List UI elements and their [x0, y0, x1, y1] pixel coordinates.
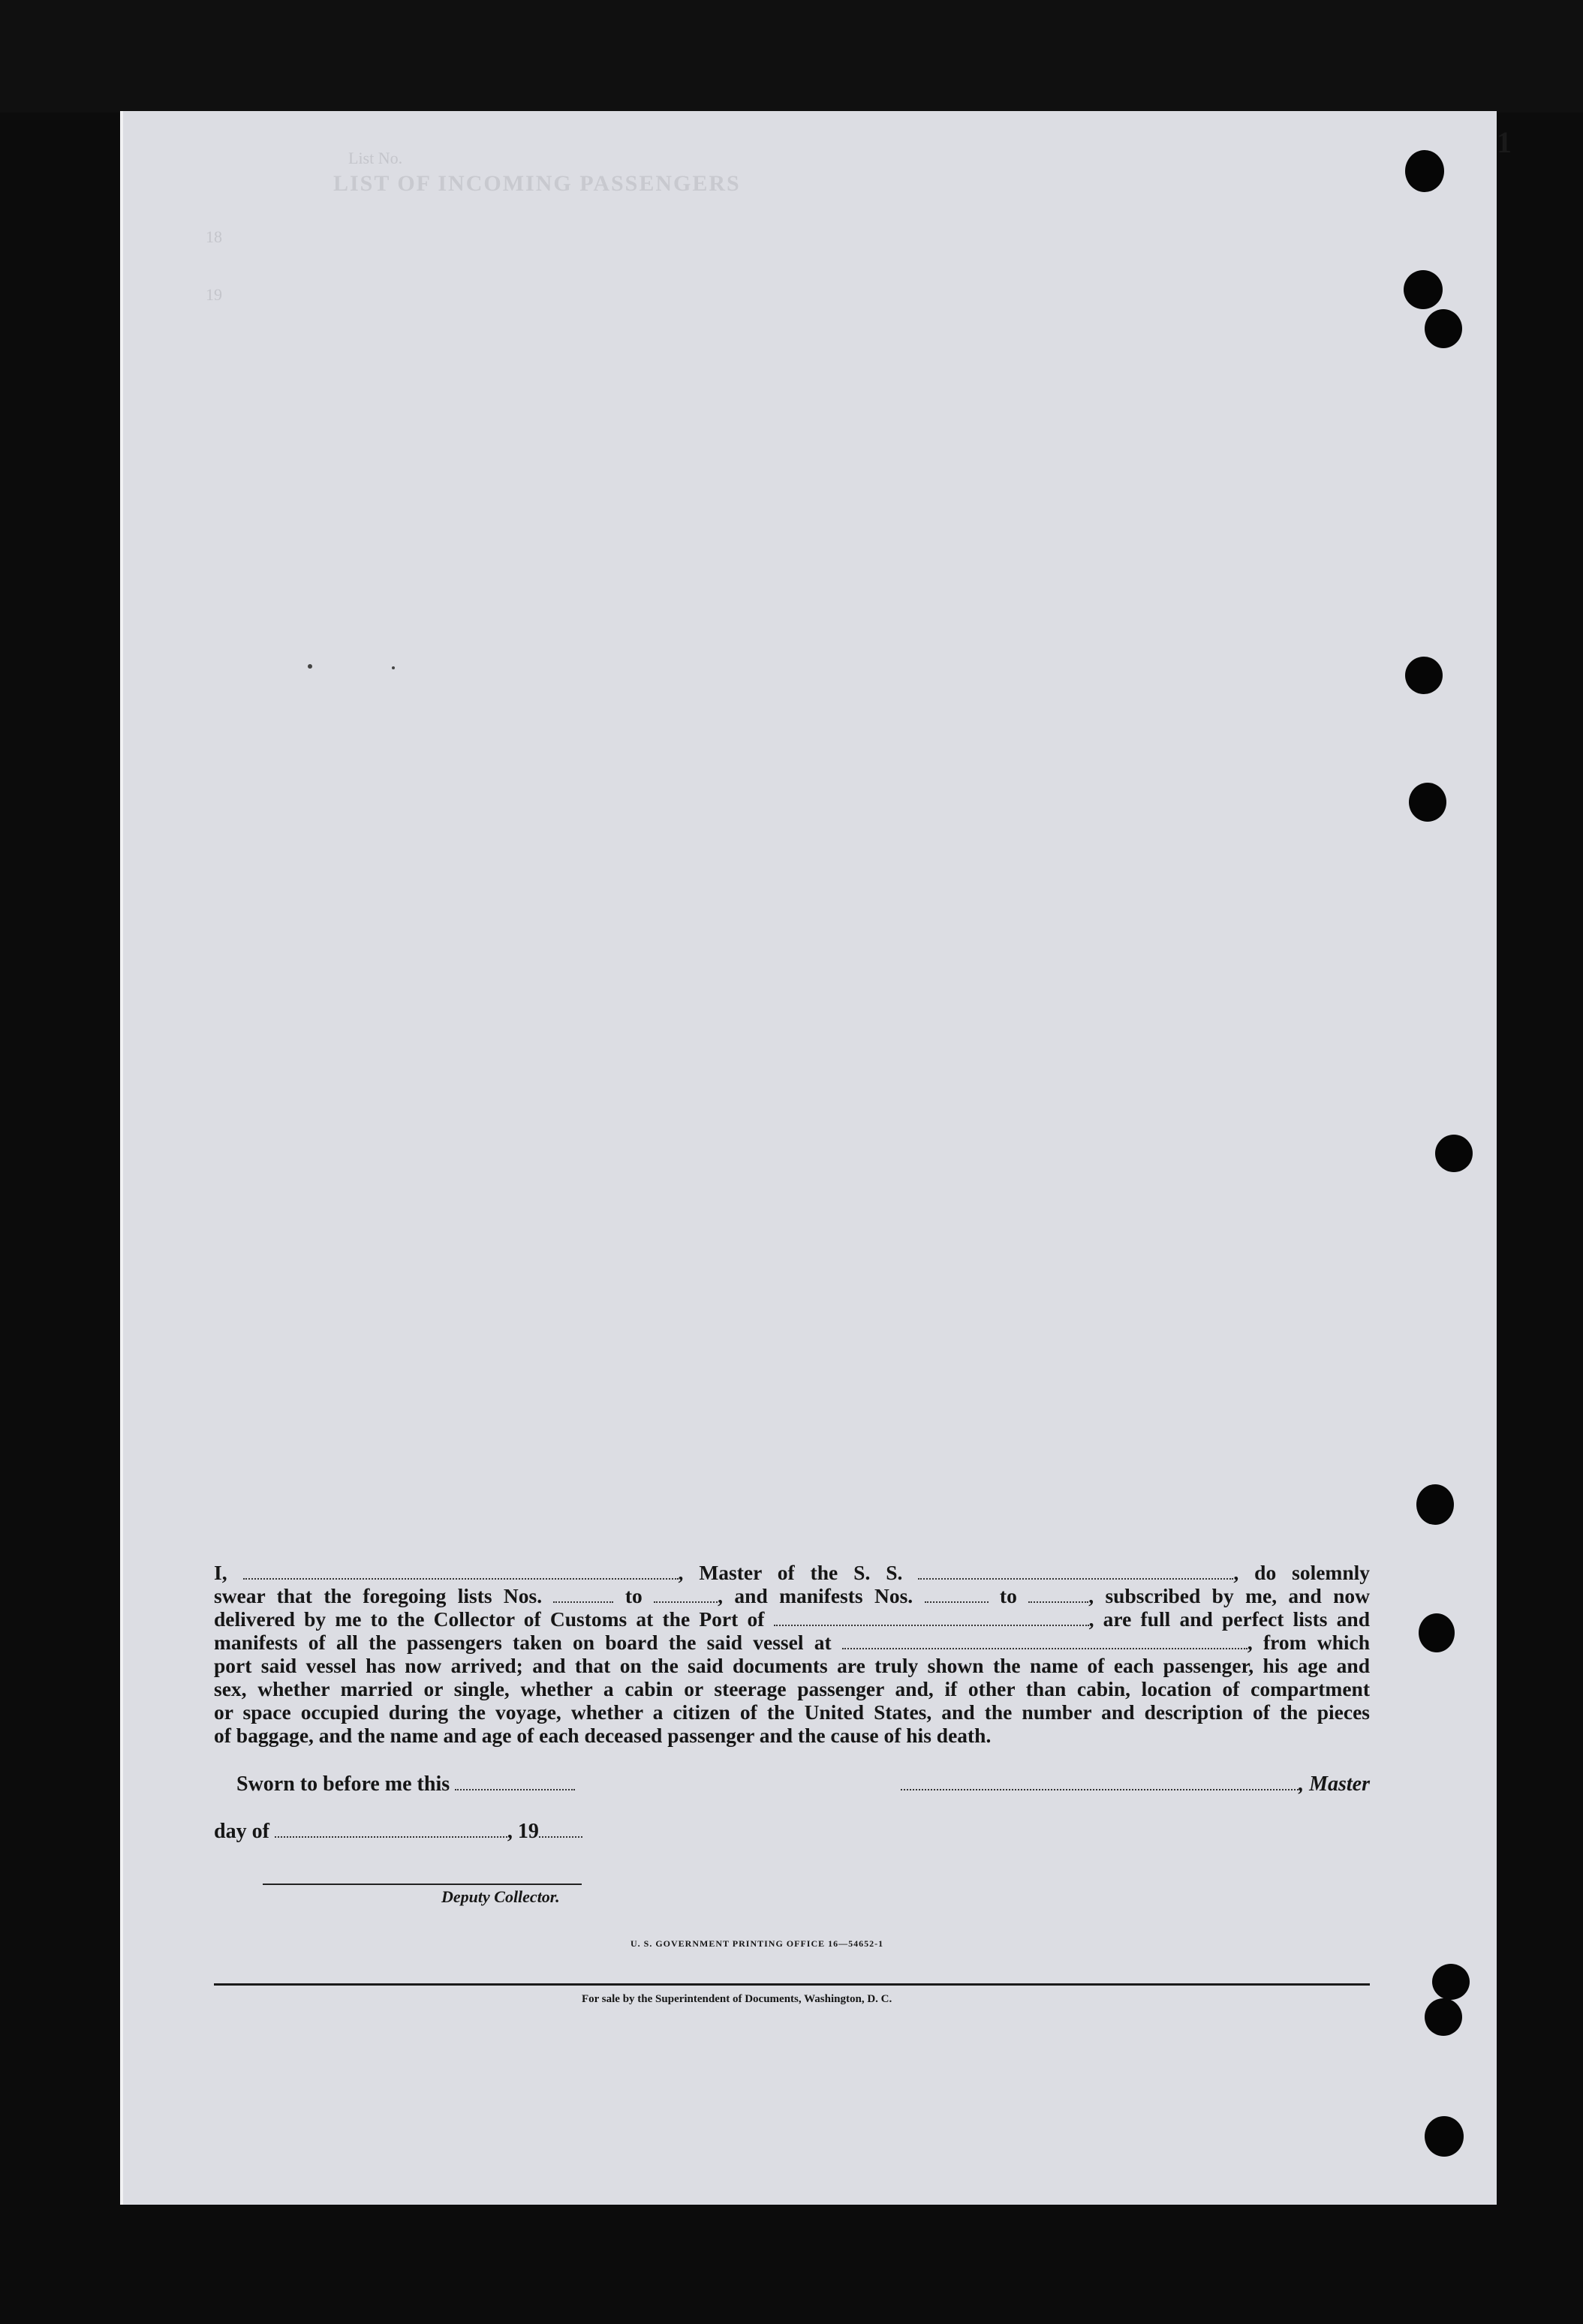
oath-text: or space occupied during the voyage, whether a citizen of the United States, and the number and description of the pieces: [214, 1700, 1370, 1724]
faded-header-line1: List No.: [348, 149, 403, 167]
oath-text: port said vessel has now arrived; and that on the said documents are truly shown the name of each passenger, his age and: [214, 1654, 1370, 1677]
month-blank: [275, 1823, 507, 1838]
sworn-day-blank: [455, 1775, 575, 1790]
master-name-blank: [243, 1565, 679, 1580]
punch-hole: [1425, 2116, 1464, 2157]
master-signature-blank: [901, 1775, 1299, 1790]
year-blank: [539, 1823, 582, 1838]
master-label: , Master: [1299, 1772, 1370, 1796]
oath-text: , from which: [1247, 1631, 1371, 1654]
oath-text: , Master of the S. S.: [678, 1561, 903, 1584]
document-page: [120, 111, 1512, 2205]
punch-hole: [1405, 150, 1444, 192]
oath-text: manifests of all the passengers taken on board the said vessel at: [214, 1631, 832, 1654]
gpo-imprint: U. S. GOVERNMENT PRINTING OFFICE 16—54652-1: [630, 1938, 884, 1949]
punch-hole: [1425, 309, 1462, 348]
punch-hole: [1435, 1135, 1473, 1172]
punch-hole: [1404, 270, 1443, 309]
oath-text: to: [999, 1584, 1017, 1607]
masters-oath: [214, 1561, 1370, 1747]
faded-margin-number-1: 18: [206, 227, 222, 246]
punch-hole: [1432, 1964, 1470, 2000]
manifest-from-blank: [925, 1588, 989, 1603]
page-mark: 1: [1497, 125, 1512, 159]
punch-hole: [1419, 1613, 1455, 1652]
footer-rule: [214, 1983, 1370, 1986]
scan-background: [0, 0, 1583, 113]
date-row: [214, 1820, 582, 1844]
oath-text: to: [624, 1584, 643, 1607]
oath-text: , do solemnly: [1233, 1561, 1371, 1584]
year-label: , 19: [507, 1820, 539, 1843]
embarkation-port-blank: [842, 1634, 1247, 1649]
oath-text: , are full and perfect lists and: [1088, 1607, 1371, 1631]
ship-name-blank: [918, 1565, 1233, 1580]
oath-text: sex, whether married or single, whether a cabin or steerage passenger and, if other than cabin, location of compartment: [214, 1677, 1370, 1700]
punch-hole: [1425, 1998, 1462, 2036]
deputy-signature-line: [263, 1884, 582, 1885]
list-to-blank: [654, 1588, 718, 1603]
oath-text: swear that the foregoing lists Nos.: [214, 1584, 543, 1607]
ink-speck: [392, 666, 395, 669]
manifest-to-blank: [1028, 1588, 1088, 1603]
punch-hole: [1405, 657, 1443, 694]
oath-text: , subscribed by me, and now: [1088, 1584, 1371, 1607]
oath-text: of baggage, and the name and age of each deceased passenger and the cause of his death.: [214, 1724, 992, 1747]
punch-hole: [1409, 783, 1446, 822]
punch-hole: [1416, 1484, 1454, 1525]
ink-speck: [308, 664, 312, 669]
deputy-collector-label: Deputy Collector.: [441, 1887, 560, 1906]
day-of-label: day of: [214, 1820, 269, 1843]
sale-notice: For sale by the Superintendent of Documents, Washington, D. C.: [582, 1993, 892, 2005]
list-from-blank: [553, 1588, 613, 1603]
sworn-row: [214, 1772, 1370, 1802]
faded-margin-number-2: 19: [206, 285, 222, 304]
faded-header-line2: LIST OF INCOMING PASSENGERS: [333, 171, 741, 196]
oath-text: delivered by me to the Collector of Customs at the Port of: [214, 1607, 765, 1631]
port-blank: [774, 1611, 1089, 1626]
oath-text: , and manifests Nos.: [718, 1584, 913, 1607]
oath-text: I,: [214, 1561, 227, 1584]
sworn-label: Sworn to before me this: [236, 1772, 450, 1796]
